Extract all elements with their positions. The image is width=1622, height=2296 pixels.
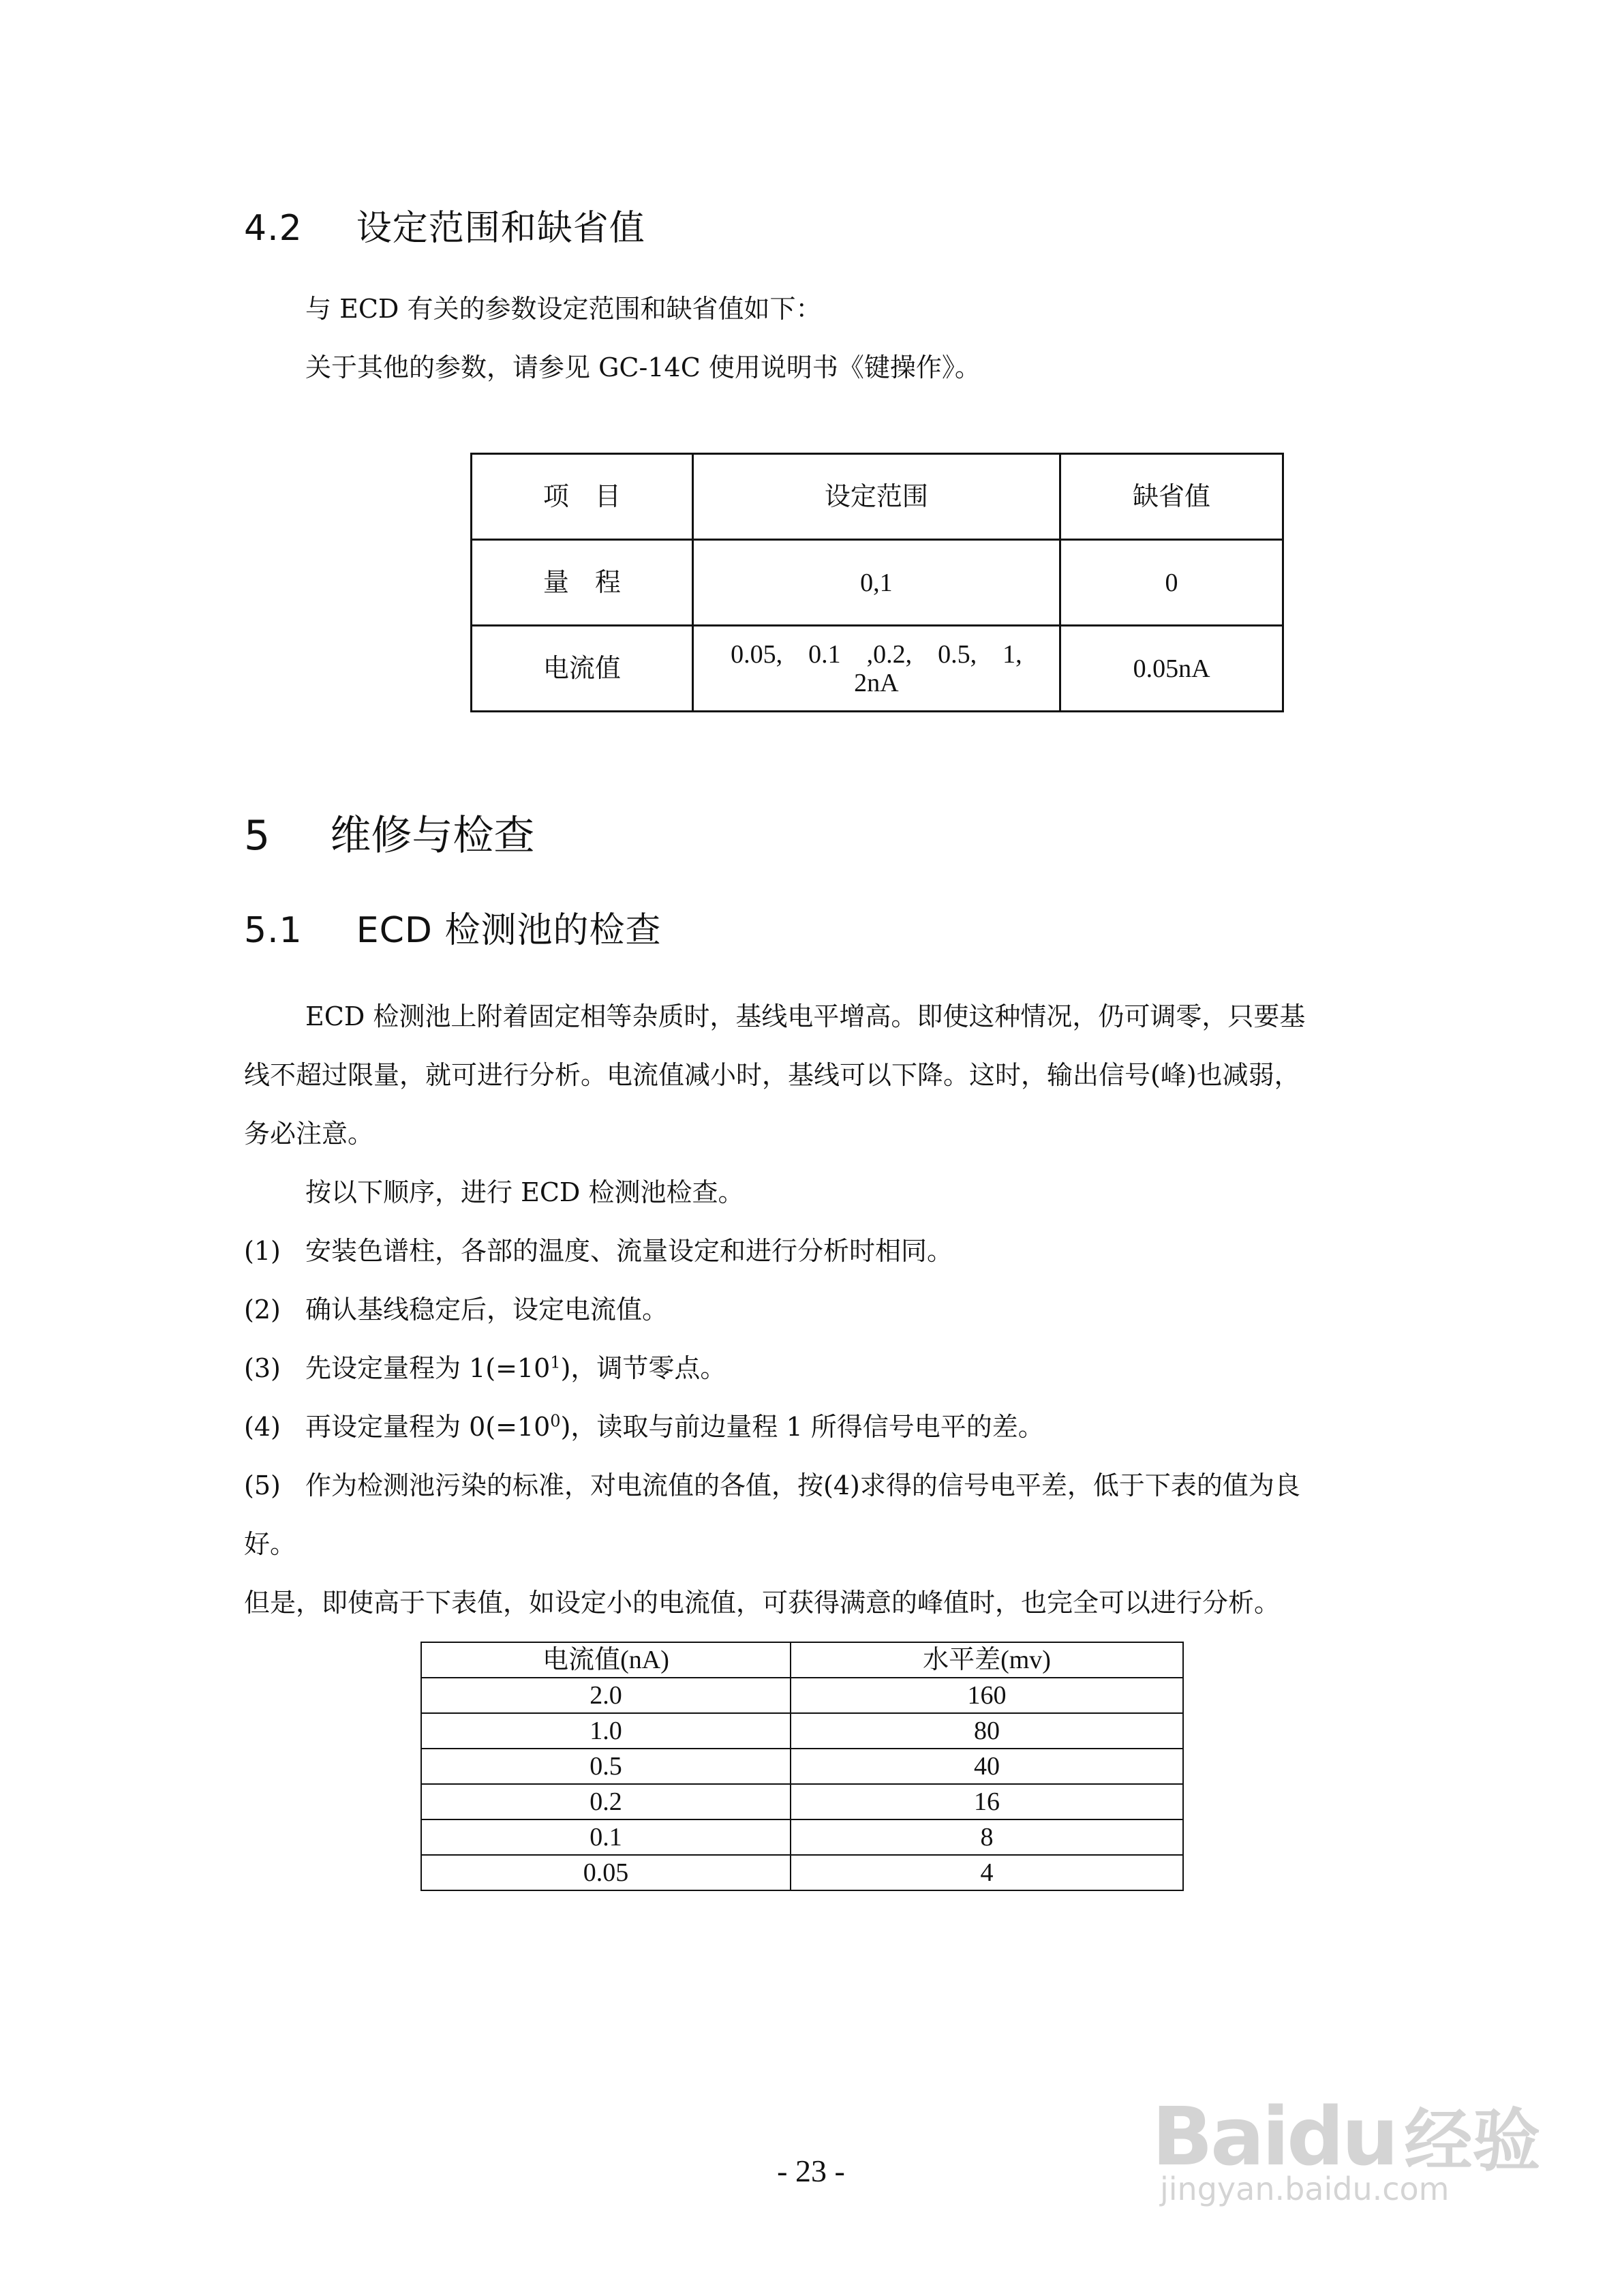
step-text: 再设定量程为 0(=10 (305, 1412, 551, 1442)
page-number: - 23 - (777, 2154, 845, 2188)
table-row (472, 626, 1283, 712)
table-row (421, 1819, 1183, 1855)
section-5-heading (244, 803, 534, 862)
table-cell (692, 626, 1060, 712)
watermark-brand: Baidu (1152, 2089, 1396, 2184)
table-cell: 40 (791, 1749, 1183, 1784)
procedure-intro: 按以下顺序，进行 ECD 检测池检查。 (305, 1177, 744, 1207)
section-5-1-heading (244, 901, 662, 952)
step-item (244, 1398, 1044, 1456)
exponent: 0 (550, 1411, 561, 1431)
section-number: 5 (244, 812, 271, 860)
step-item (244, 1339, 726, 1398)
step-item (244, 1222, 953, 1280)
step-continuation: 好。 (244, 1529, 296, 1559)
step-item (244, 1456, 1300, 1515)
section-number: 4.2 (244, 208, 303, 249)
table-row (421, 1749, 1183, 1784)
range-line: 2nA (854, 668, 899, 697)
header-cell: 项 目 (472, 454, 693, 540)
table-cell: 0.05nA (1060, 626, 1283, 712)
table-cell: 0.1 (421, 1819, 791, 1855)
table-row (421, 1713, 1183, 1749)
settings-table (470, 453, 1284, 712)
table-header-row (421, 1642, 1183, 1678)
paragraph-line: 与 ECD 有关的参数设定范围和缺省值如下： (305, 294, 822, 324)
note-line: 但是，即使高于下表值，如设定小的电流值，可获得满意的峰值时，也完全可以进行分析。 (244, 1588, 1281, 1618)
header-cell: 设定范围 (692, 454, 1060, 540)
table-cell: 80 (791, 1713, 1183, 1749)
section-title: ECD 检测池的检查 (356, 910, 662, 951)
paragraph-line: 线不超过限量，就可进行分析。电流值减小时，基线可以下降。这时，输出信号(峰)也减弱， (244, 1060, 1300, 1090)
exponent: 1 (550, 1353, 561, 1372)
header-cell: 水平差(mv) (791, 1642, 1183, 1678)
table-cell: 0,1 (692, 540, 1060, 626)
header-cell: 缺省值 (1060, 454, 1283, 540)
section-title: 维修与检查 (330, 812, 535, 860)
step-number: (2) (244, 1295, 281, 1325)
watermark (1152, 2086, 1541, 2209)
table-cell: 0.5 (421, 1749, 791, 1784)
table-cell: 2.0 (421, 1678, 791, 1713)
table-cell: 160 (791, 1678, 1183, 1713)
paragraph-line: 务必注意。 (244, 1119, 374, 1149)
section-number: 5.1 (244, 910, 303, 951)
step-number: (1) (244, 1236, 281, 1266)
step-number: (3) (244, 1353, 281, 1383)
section-4-2-heading (244, 199, 645, 250)
step-text: 先设定量程为 1(=10 (305, 1353, 551, 1383)
reference-table (420, 1642, 1184, 1891)
section-title: 设定范围和缺省值 (356, 208, 645, 249)
table-row (421, 1784, 1183, 1819)
header-cell: 电流值(nA) (421, 1642, 791, 1678)
step-text: 作为检测池污染的标准，对电流值的各值，按(4)求得的信号电平差，低于下表的值为良 (305, 1470, 1300, 1500)
watermark-url: jingyan.baidu.com (1160, 2171, 1450, 2207)
step-number: (5) (244, 1470, 281, 1500)
step-text: 安装色谱柱，各部的温度、流量设定和进行分析时相同。 (305, 1236, 953, 1266)
step-number: (4) (244, 1412, 281, 1442)
table-header-row (472, 454, 1283, 540)
table-row (421, 1678, 1183, 1713)
table-cell: 8 (791, 1819, 1183, 1855)
watermark-brand-cn: 经验 (1404, 2101, 1541, 2181)
step-text: 确认基线稳定后，设定电流值。 (305, 1295, 669, 1325)
table-cell: 电流值 (472, 626, 693, 712)
paragraph-line: 关于其他的参数，请参见 GC-14C 使用说明书《键操作》。 (305, 352, 981, 382)
step-item (244, 1280, 668, 1339)
table-cell: 0 (1060, 540, 1283, 626)
table-cell: 0.05 (421, 1855, 791, 1890)
table-row (472, 540, 1283, 626)
table-cell: 1.0 (421, 1713, 791, 1749)
range-line: 0.05, 0.1 ,0.2, 0.5, 1, (731, 639, 1022, 669)
watermark-logo (1152, 2086, 1541, 2184)
table-cell: 量 程 (472, 540, 693, 626)
paragraph-line: ECD 检测池上附着固定相等杂质时，基线电平增高。即使这种情况，仍可调零，只要基 (305, 1001, 1306, 1031)
table-cell: 4 (791, 1855, 1183, 1890)
table-cell: 16 (791, 1784, 1183, 1819)
table-cell: 0.2 (421, 1784, 791, 1819)
step-text: )，调节零点。 (560, 1353, 726, 1383)
table-row (421, 1855, 1183, 1890)
step-text: )，读取与前边量程 1 所得信号电平的差。 (560, 1412, 1044, 1442)
